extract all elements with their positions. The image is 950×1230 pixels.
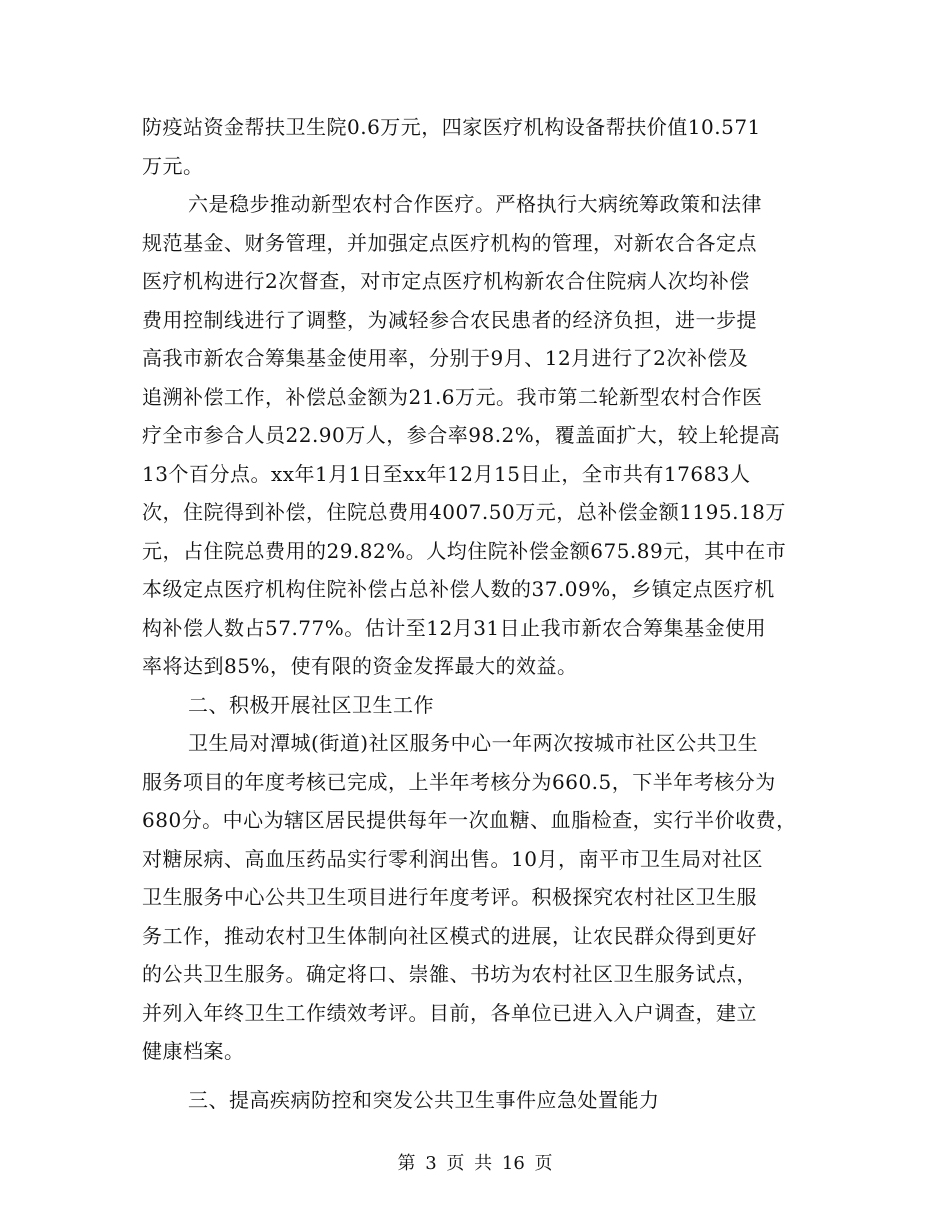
text-line: 医疗机构进行2次督查，对市定点医疗机构新农合住院病人次均补偿 [142,269,750,293]
total-pages-number: 16 [501,1153,525,1174]
footer-page-word: 页 [446,1153,465,1174]
text-line: 高我市新农合筹集基金使用率，分别于9月、12月进行了2次补偿及 [142,346,749,370]
text-line: 元，占住院总费用的29.82%。人均住院补偿金额675.89元，其中在市 [142,538,787,563]
text-line: 防疫站资金帮扶卫生院0.6万元，四家医疗机构设备帮扶价值10.571 [142,115,761,139]
text-line: 的公共卫生服务。确定将口、崇雒、书坊为农村社区卫生服务试点， [142,962,757,986]
section-gap [142,1071,802,1081]
text-line: 规范基金、财务管理，并加强定点医疗机构的管理，对新农合各定点 [142,230,757,255]
text-line: 对糖尿病、高血压药品实行零利润出售。10月，南平市卫生局对社区 [142,846,763,871]
text-line: 务工作，推动农村卫生体制向社区模式的进展，让农民群众得到更好 [142,923,757,948]
text-line: 追溯补偿工作，补偿总金额为21.6万元。我市第二轮新型农村合作医 [142,384,763,409]
section-heading: 三、提高疾病防控和突发公共卫生事件应急处置能力 [188,1087,660,1112]
paragraph-start: 卫生局对潭城(街道)社区服务中心一年两次按城市社区公共卫生 [188,731,759,755]
text-line: 并列入年终卫生工作绩效考评。目前，各单位已进入入户调查，建立 [142,1000,757,1025]
text-line: 次，住院得到补偿，住院总费用4007.50万元，总补偿金额1195.18万 [142,500,786,524]
text-line: 万元。 [142,153,204,178]
text-line: 卫生服务中心公共卫生项目进行年度考评。积极探究农村社区卫生服 [142,885,757,909]
text-line: 构补偿人数占57.77%。估计至12月31日止我市新农合筹集基金使用 [142,615,767,640]
footer-total-word: 共 [474,1153,493,1174]
text-line: 费用控制线进行了调整，为减轻参合农民患者的经济负担，进一步提 [142,307,757,332]
text-line: 680分。中心为辖区居民提供每年一次血糖、血脂检查，实行半价收费， [142,808,797,832]
text-line: 本级定点医疗机构住院补偿占总补偿人数的37.09%，乡镇定点医疗机 [142,577,775,601]
text-line: 13个百分点。xx年1月1日至xx年12月15日止，全市共有17683人 [142,461,751,486]
paragraph-start: 六是稳步推动新型农村合作医疗。严格执行大病统筹政策和法律 [188,192,762,216]
current-page-number: 3 [425,1153,437,1174]
text-line: 健康档案。 [142,1039,245,1063]
text-line: 服务项目的年度考核已完成，上半年考核分为660.5，下半年考核分为 [142,769,776,794]
page-footer [0,1152,950,1176]
text-line: 率将达到85%，使有限的资金发挥最大的效益。 [142,654,578,678]
footer-suffix: 页 [534,1153,553,1174]
document-body [142,108,802,1119]
footer-prefix: 第 [397,1153,416,1174]
section-heading: 二、积极开展社区卫生工作 [188,692,434,717]
text-line: 疗全市参合人员22.90万人，参合率98.2%，覆盖面扩大，较上轮提高 [142,423,781,447]
